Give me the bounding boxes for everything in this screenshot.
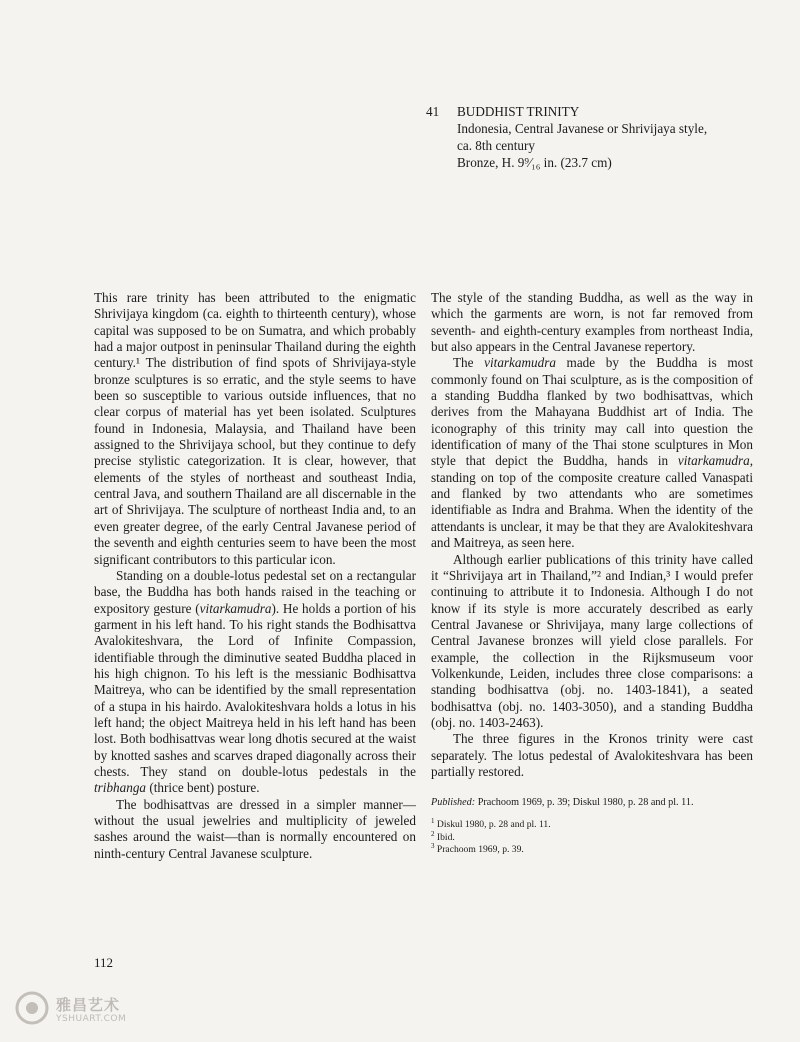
paragraph: The vitarkamudra made by the Buddha is most commonly found on Thai sculpture, as is the composition of a standing Buddha flanked by two bodhisattvas, which derives from the Mahayana Buddhist art of India. The iconography of this trinity may call into question the identification of many of the Thai stone sculptures in Mon style that depict the Buddha, hands in vitarkamudra, standing on top of the composite creature called Vanaspati and flanked by two attendants who are sometimes identifiable as Indra and Brahma. When the identity of the attendants is unclear, it may be that they are Avalokiteshvara and Maitreya, as seen here. xyxy=(431,355,753,551)
watermark-subtitle: YSHUART.COM xyxy=(56,1014,127,1024)
page-number: 112 xyxy=(94,955,114,970)
catalog-number: 41 xyxy=(426,104,440,119)
footnote: $^2$ Ibid. xyxy=(431,829,455,843)
footnote: $^1$ Diskul 1980, p. 28 and pl. 11. xyxy=(431,817,551,831)
watermark xyxy=(14,990,154,1030)
footnote: $^3$ Prachoom 1969, p. 39. xyxy=(431,842,524,856)
footnotes xyxy=(431,819,753,857)
right-text-column xyxy=(431,290,753,857)
artwork-date: ca. 8th century xyxy=(457,138,535,153)
paragraph: The bodhisattvas are dressed in a simpler manner—without the usual jewelries and multiplicity of jeweled sashes around the waist—than is normally encountered on ninth-century Central Javanese sculpture. xyxy=(94,796,416,861)
artwork-origin: Indonesia, Central Javanese or Shrivijaya style, xyxy=(457,121,708,136)
paragraph: This rare trinity has been attributed to the enigmatic Shrivijaya kingdom (ca. eighth to thirteenth century), whose capital was supposed to be on Sumatra, and which probably had a major outpost in peninsular Thailand during the eighth century.¹ The distribution of find spots of Shrivijaya-style bronze sculptures is so erratic, and the style seems to have been so susceptible to various outside influences, that no clear corpus of material has yet been isolated. Sculptures found in Indonesia, Malaysia, and Thailand have been assigned to the Shrivijaya school, but they continue to defy precise stylistic categorization. It is clear, however, that elements of the styles of northeast and southeast India, central Java, and southern Thailand are all discernable in the art of Shrivijaya. The sculpture of northeast India and, to an even greater degree, of the early Central Javanese period of the seventh and eighth centuries seem to have been the most significant contributors to this particular icon. xyxy=(94,290,416,567)
paragraph: Although earlier publications of this trinity have called it “Shrivijaya art in Thailand,”² and Indian,³ I would prefer continuing to attribute it to Indonesia. Although I do not know if its style is more accurately described as early Central Javanese or Shrivijaya, many large collections of Central Javanese bronzes will yield close parallels. For example, the collection in the Rijksmuseum voor Volkenkunde, Leiden, includes three close comparisons: a standing bodhisattva (obj. no. 1403-1841), a seated bodhisattva (obj. no. 1403-3050), and a standing Buddha (obj. no. 1403-2463). xyxy=(431,551,753,730)
artwork-title: BUDDHIST TRINITY xyxy=(457,104,580,119)
published-references: Published: Prachoom 1969, p. 39; Diskul 1980, p. 28 and pl. 11. xyxy=(431,797,694,809)
paragraph: Standing on a double-lotus pedestal set on a rectangular base, the Buddha has both hands raised in the teaching or expository gesture (vitarkamudra). He holds a portion of his garment in his left hand. To his right stands the Bodhisattva Avalokiteshvara, the Lord of Infinite Compassion, identifiable through the diminutive seated Buddha placed in his high chignon. To his left is the messianic Bodhisattva Maitreya, who can be identified by the small representation of a stupa in his hairdo. Avalokiteshvara holds a lotus in his left hand; the object Maitreya held in his left hand has been lost. Both bodhisattvas wear long dhotis secured at the waist by knotted sashes and scarves draped diagonally across their chests. They stand on double-lotus pedestals in the tribhanga (thrice bent) posture. xyxy=(94,567,416,796)
paragraph: The three figures in the Kronos trinity were cast separately. The lotus pedestal of Avalokiteshvara has been partially restored. xyxy=(431,731,753,779)
watermark-logo-icon xyxy=(14,990,50,1026)
artwork-material: Bronze, H. 9⁹⁄₁₆ in. (23.7 cm) xyxy=(457,155,612,170)
watermark-title: 雅昌艺术 xyxy=(56,996,121,1014)
left-text-column xyxy=(94,290,416,862)
paragraph: The style of the standing Buddha, as well as the way in which the garments are worn, is not far removed from seventh- and eighth-century examples from northeast India, but also appears in the Central Javanese repertory. xyxy=(431,290,753,355)
artwork-caption xyxy=(426,103,756,171)
